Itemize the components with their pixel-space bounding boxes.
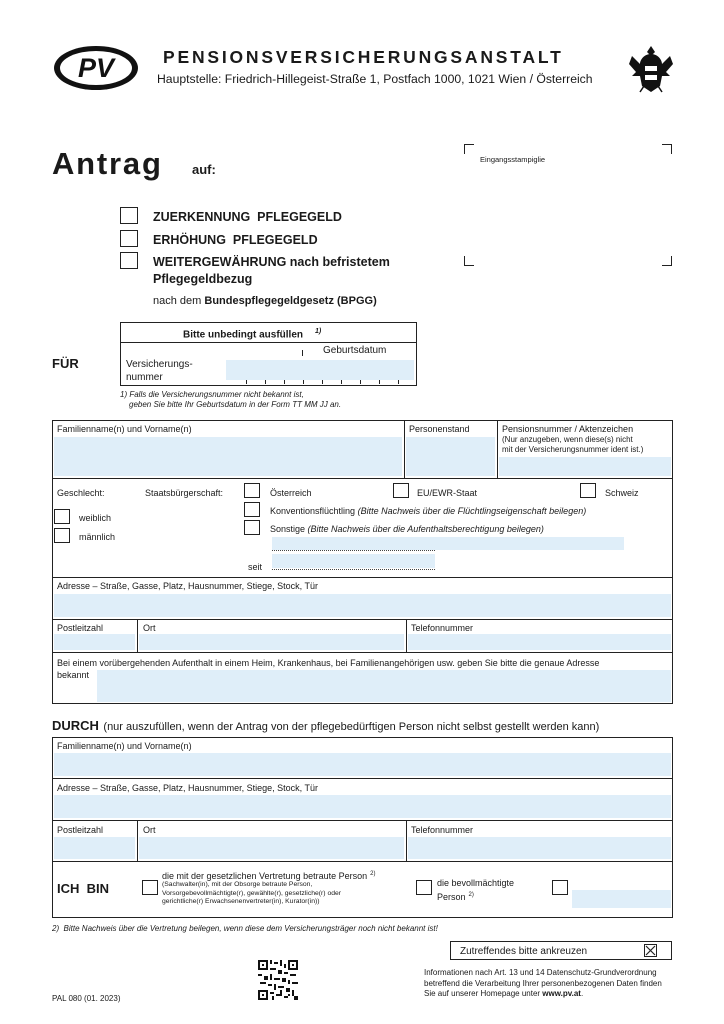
rep-name-label: Familienname(n) und Vorname(n) xyxy=(57,741,192,751)
citizenship-eu-label: EU/EWR-Staat xyxy=(417,488,478,498)
coat-of-arms-icon xyxy=(626,42,676,94)
rep-address-label: Adresse – Straße, Gasse, Platz, Hausnummer, Stiege, Stock, Tür xyxy=(57,783,318,793)
org-address: Hauptstelle: Friedrich-Hillegeist-Straße 1, Postfach 1000, 1021 Wien / Österreich xyxy=(157,72,593,86)
person-phone-input[interactable] xyxy=(408,634,671,650)
person-address-input[interactable] xyxy=(54,594,671,617)
rep-city-input[interactable] xyxy=(139,837,404,859)
citizenship-switzerland-checkbox[interactable] xyxy=(580,483,596,498)
gender-female-label: weiblich xyxy=(79,513,112,523)
citizenship-refugee-checkbox[interactable] xyxy=(244,502,260,517)
person-city-label: Ort xyxy=(143,623,156,633)
citizenship-refugee-label: Konventionsflüchtling (Bitte Nachweis über die Flüchtlingseigenschaft beilegen) xyxy=(270,506,587,516)
option-weitergewaehrung-checkbox[interactable] xyxy=(120,252,138,269)
rep-name-input[interactable] xyxy=(54,753,671,776)
person-name-input[interactable] xyxy=(54,437,402,476)
option-erhoehung-label: ERHÖHUNG PFLEGEGELD xyxy=(153,233,318,247)
person-name-label: Familienname(n) und Vorname(n) xyxy=(57,424,192,434)
person-city-input[interactable] xyxy=(139,634,404,650)
rep-phone-input[interactable] xyxy=(408,837,671,859)
citizenship-other-checkbox[interactable] xyxy=(244,520,260,535)
rep-phone-label: Telefonnummer xyxy=(411,825,474,835)
other-relation-checkbox[interactable] xyxy=(552,880,568,895)
option-zuerkennung-checkbox[interactable] xyxy=(120,207,138,224)
authorized-person-checkbox[interactable] xyxy=(416,880,432,895)
gender-female-checkbox[interactable] xyxy=(54,509,70,524)
legal-representative-checkbox[interactable] xyxy=(142,880,158,895)
citizenship-other-label: Sonstige (Bitte Nachweis über die Aufenthaltsberechtigung beilegen) xyxy=(270,524,544,534)
privacy-notice: Informationen nach Art. 13 und 14 Datenschutz-Grundverordnung betreffend die Verarbeitung Ihrer personenbezogenen Daten finden Sie auf unserer Homepage unter www.pv.at. xyxy=(424,968,662,998)
legal-representative-label: die mit der gesetzlichen Vertretung betraute Person $^{2)}$ xyxy=(162,871,376,881)
form-title: Antrag xyxy=(52,146,163,181)
marital-status-label: Personenstand xyxy=(409,424,470,434)
option-zuerkennung-label: ZUERKENNUNG PFLEGEGELD xyxy=(153,210,342,224)
authorized-person-label: die bevollmächtigte Person $^{2)}$ xyxy=(437,878,515,902)
pension-number-label: Pensionsnummer / Aktenzeichen xyxy=(502,424,634,434)
temp-address-input[interactable] xyxy=(97,670,671,702)
citizenship-eu-checkbox[interactable] xyxy=(393,483,409,498)
law-reference: nach dem Bundespflegegeldgesetz (BPGG) xyxy=(153,295,377,307)
ticked-box-icon xyxy=(644,944,657,957)
citizenship-austria-checkbox[interactable] xyxy=(244,483,260,498)
stamp-label: Eingangsstampiglie xyxy=(480,155,546,164)
citizenship-label: Staatsbürgerschaft: xyxy=(145,488,224,498)
citizenship-switzerland-label: Schweiz xyxy=(605,488,639,498)
logo-text: PV xyxy=(77,53,115,83)
durch-heading: DURCH (nur auszufüllen, wenn der Antrag von der pflegebedürftigen Person nicht selbst gestellt werden kann) xyxy=(52,718,600,733)
rep-zip-label: Postleitzahl xyxy=(57,825,104,835)
vsnr-input[interactable] xyxy=(226,360,414,380)
temp-address-label: Bei einem vorübergehenden Aufenthalt in einem Heim, Krankenhaus, bei Familienangehörigen usw. geben Sie bitte die genaue Adresse bekannt xyxy=(57,658,600,680)
pv-logo xyxy=(52,44,140,92)
pension-number-note: (Nur anzugeben, wenn diese(s) nicht mit der Versicherungsnummer ident ist.) xyxy=(502,435,644,454)
gender-male-checkbox[interactable] xyxy=(54,528,70,543)
org-name: PENSIONSVERSICHERUNGSANSTALT xyxy=(163,47,564,67)
homepage-link[interactable]: www.pv.at xyxy=(542,989,581,998)
footnote-1: 1) Falls die Versicherungsnummer nicht bekannt ist, geben Sie bitte Ihr Geburtsdatum in der Form TT MM JJ an. xyxy=(120,390,342,409)
gender-male-label: männlich xyxy=(79,532,116,542)
rep-address-input[interactable] xyxy=(54,795,671,818)
legal-representative-detail: (Sachwalter(in), mit der Obsorge betraute Person, Vorsorgebevollmächtigte(r), gewählte(r), gesetzliche(r) oder gerichtliche(r) Erwachsenenvertreter(in), Kurator(in)) xyxy=(162,881,342,905)
pension-number-input[interactable] xyxy=(499,457,671,476)
fuer-label: FÜR xyxy=(52,356,79,371)
person-address-label: Adresse – Straße, Gasse, Platz, Hausnummer, Stiege, Stock, Tür xyxy=(57,581,318,591)
qr-code-icon xyxy=(258,960,298,1000)
person-zip-label: Postleitzahl xyxy=(57,623,104,633)
rep-city-label: Ort xyxy=(143,825,156,835)
birthdate-label: Geburtsdatum xyxy=(323,345,387,356)
other-relation-input[interactable] xyxy=(572,890,671,908)
tick-hint-label: Zutreffendes bitte ankreuzen xyxy=(460,946,588,957)
citizenship-austria-label: Österreich xyxy=(270,488,312,498)
person-zip-input[interactable] xyxy=(54,634,135,650)
rep-zip-input[interactable] xyxy=(54,837,135,859)
ich-bin-label: ICH BIN xyxy=(57,881,109,896)
since-input[interactable] xyxy=(272,554,435,568)
gender-label: Geschlecht: xyxy=(57,488,105,498)
citizenship-other-input[interactable] xyxy=(272,537,624,550)
since-label: seit xyxy=(248,562,263,572)
option-erhoehung-checkbox[interactable] xyxy=(120,230,138,247)
person-phone-label: Telefonnummer xyxy=(411,623,474,633)
marital-status-input[interactable] xyxy=(406,437,495,476)
form-title-suffix: auf: xyxy=(192,162,216,177)
must-fill-label: Bitte unbedingt ausfüllen $^{1)}$ xyxy=(183,328,322,341)
option-weitergewaehrung-label-2: Pflegegeldbezug xyxy=(153,272,253,286)
footnote-2: 2) Bitte Nachweis über die Vertretung beilegen, wenn diese dem Versicherungsträger noch nicht bekannt ist! xyxy=(52,924,438,933)
vsnr-label: Versicherungs- nummer xyxy=(126,359,193,383)
form-id: PAL 080 (01. 2023) xyxy=(52,994,121,1003)
option-weitergewaehrung-label: WEITERGEWÄHRUNG nach befristetem xyxy=(153,255,390,269)
vsnr-ticks xyxy=(226,380,414,385)
